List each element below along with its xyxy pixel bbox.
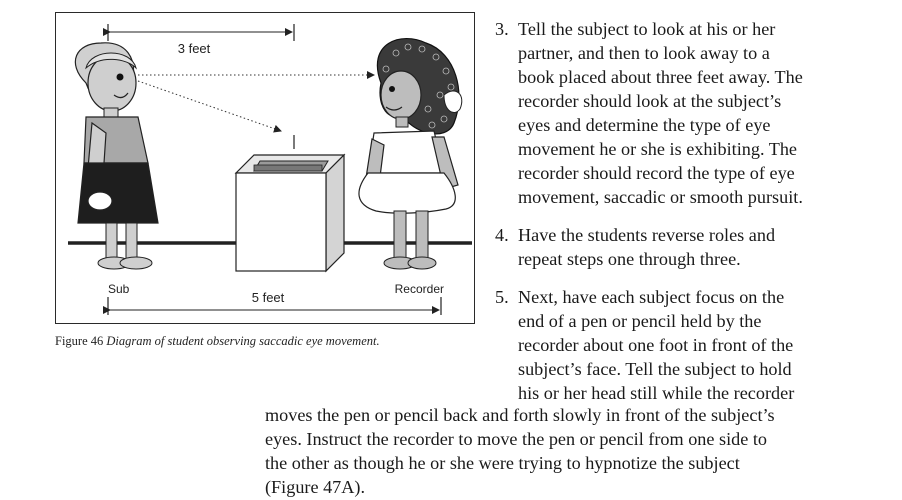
step-line: book placed about three feet away. The [518,67,803,87]
step-number: 5. [495,287,509,307]
step-line: repeat steps one through three. [518,249,741,269]
step-line: movement, saccadic or smooth pursuit. [518,187,803,207]
step-line: recorder should record the type of eye [518,163,795,183]
continuation-line: moves the pen or pencil back and forth slowly in front of the subject’s [265,405,775,425]
dimension-bottom-label: 5 feet [251,290,285,305]
recorder-label: Recorder [394,282,444,296]
step-5-continuation [265,403,845,499]
step-4 [495,223,855,271]
recorder-figure [359,39,462,269]
step-line: recorder should look at the subject’s [518,91,782,111]
caption-text: Diagram of student observing saccadic eye movement. [106,334,380,348]
step-line: subject’s face. Tell the subject to hold [518,359,792,379]
dimension-top-label: 3 feet [177,41,211,56]
step-line: his or her head still while the recorder [518,383,795,403]
step-line: partner, and then to look away to a [518,43,770,63]
figure-drawing [56,13,476,325]
book-drawing [254,161,328,171]
step-number: 3. [495,19,509,39]
step-number: 4. [495,225,509,245]
figure-caption [55,334,380,349]
step-line: end of a pen or pencil held by the [518,311,762,331]
step-line: Tell the subject to look at his or her [518,19,776,39]
step-3 [495,17,855,209]
figure-illustration [55,12,475,324]
step-body [518,17,855,209]
step-body [518,285,855,405]
top-dimension-line [108,24,294,41]
step-body [518,223,855,271]
continuation-line: the other as though he or she were trying to hypnotize the subject [265,453,740,473]
step-line: recorder about one foot in front of the [518,335,794,355]
continuation-line: eyes. Instruct the recorder to move the pen or pencil from one side to [265,429,768,449]
caption-number: Figure 46 [55,334,104,348]
table-drawing [236,155,344,271]
step-line: eyes and determine the type of eye [518,115,771,135]
step-5 [495,285,855,405]
subject-label: Sub [108,282,130,296]
step-line: movement he or she is exhibiting. The [518,139,797,159]
sight-line-book [138,81,281,131]
subject-figure [75,43,158,269]
continuation-line: (Figure 47A). [265,477,366,497]
step-line: Next, have each subject focus on the [518,287,785,307]
step-line: Have the students reverse roles and [518,225,776,245]
